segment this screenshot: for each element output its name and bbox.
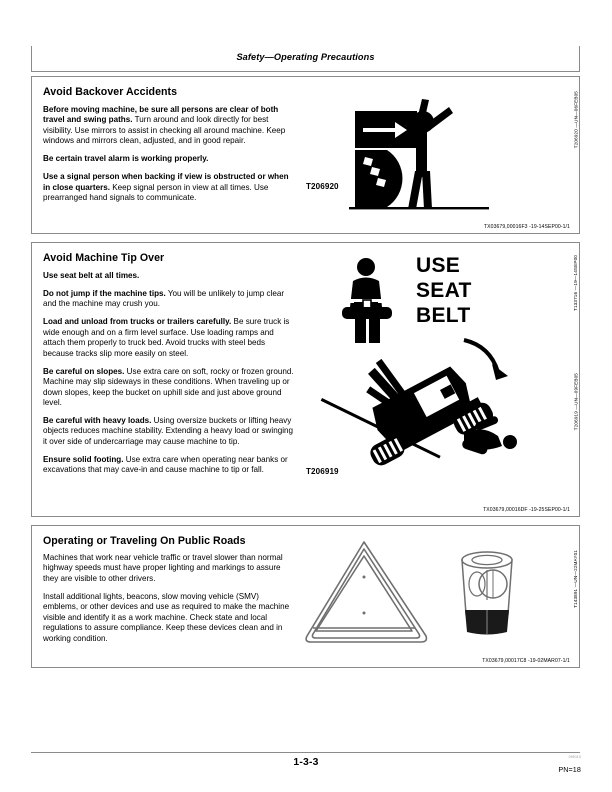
footer-date-code: 090110 [568, 755, 581, 759]
footer-pn: PN=18 [558, 765, 581, 774]
paragraph-lead: Ensure solid footing. [43, 454, 124, 464]
paragraph [43, 367, 295, 409]
figure-side-label: T143891 —UN—22MAY01 [573, 550, 578, 608]
paragraph-body: Use extra care when operating near banks or excavations that may cave-in and cause machine to tip or fall. [43, 454, 288, 475]
paragraph-lead: Be careful on slopes. [43, 366, 125, 376]
paragraph-lead: Before moving machine, be sure all persons are clear of both travel and swing paths. [43, 105, 279, 125]
figure-caption: TX03679,00016DF -19-25SEP00-1/1 [483, 507, 570, 513]
section-heading: Operating or Traveling On Public Roads [43, 535, 246, 547]
paragraph-body: Keep signal person in view at all times. Use prearranged hand signals to communicate. [43, 182, 269, 203]
paragraph [43, 455, 295, 476]
section-heading: Avoid Backover Accidents [43, 86, 178, 98]
figure-side-label: T206920 —UN—06FEB05 [573, 91, 578, 149]
figure-caption: TX03679,00017C8 -19-02MAR07-1/1 [482, 658, 570, 664]
paragraph [43, 172, 295, 203]
paragraph-body: Be sure truck is wide enough and on a firm level surface. Use loading ramps and attach them properly to truck bed. Avoid trucks with steel beds because tracks slip more easily on steel. [43, 317, 290, 358]
beacon-light-icon [446, 540, 528, 640]
paragraph [43, 271, 295, 281]
seat-belt-text-block [416, 253, 528, 328]
figure-id-label: T206919 [306, 467, 339, 476]
paragraph-lead: Load and unload from trucks or trailers carefully. [43, 317, 232, 327]
paragraph [43, 553, 295, 584]
section-heading: Avoid Machine Tip Over [43, 252, 165, 264]
paragraph [43, 289, 295, 310]
paragraph [43, 592, 295, 644]
figure-id-label: T206920 [306, 182, 339, 191]
section-avoid-backover-accidents [31, 76, 580, 234]
tipping-machine-pictogram [314, 338, 544, 466]
paragraph-body: Machines that work near vehicle traffic or travel slower than normal highway speeds must have proper lighting and markings to assure they are visible to other drivers. [43, 553, 283, 583]
paragraph [43, 416, 295, 447]
paragraph-lead: Be careful with heavy loads. [43, 415, 152, 425]
figure-side-label-top: T133716 —19—14SEP00 [573, 255, 578, 311]
running-header [31, 46, 580, 72]
paragraph-body: Use extra care on soft, rocky or frozen ground. Machine may slip sideways in these conditions. When traveling up or down slopes, keep the bucket on uphill side and just above ground level. [43, 366, 294, 408]
paragraph-lead: Do not jump if the machine tips. [43, 288, 166, 298]
seat-belt-line-2: SEAT [416, 279, 472, 302]
paragraph [43, 105, 295, 147]
smv-emblem-icon [304, 536, 432, 648]
paragraph [43, 154, 295, 164]
seat-belt-line-1: USE [416, 254, 461, 277]
section-body-text [43, 271, 295, 476]
paragraph-body: You will be unlikely to jump clear and the machine may crush you. [43, 288, 285, 309]
page-number: 1-3-3 [293, 757, 319, 768]
footer-divider [31, 752, 580, 753]
backover-warning-pictogram [343, 91, 493, 221]
section-operating-on-public-roads [31, 525, 580, 668]
paragraph-lead: Be certain travel alarm is working properly. [43, 154, 209, 164]
figure-caption: TX03679,00016F3 -19-14SEP00-1/1 [483, 224, 570, 230]
paragraph-body: Using oversize buckets or lifting heavy objects reduces machine stability. Extending a heavy load or swinging it over side of undercarriage may cause machine to tip. [43, 415, 293, 446]
figure-area [296, 77, 579, 233]
paragraph-lead: Use a signal person when backing if view is obstructed or when in close quarters. [43, 172, 289, 192]
paragraph-body: Turn around and look directly for best visibility. Use mirrors to assist in checking all around machine. Keep windows and mirrors clean, adjusted, and in good repair. [43, 115, 286, 146]
paragraph-lead: Use seat belt at all times. [43, 271, 140, 280]
figure-area [296, 526, 579, 667]
seat-belt-pictogram [336, 255, 406, 343]
section-body-text [43, 105, 295, 204]
header-title: Safety—Operating Precautions [236, 52, 375, 62]
section-avoid-machine-tip-over [31, 242, 580, 517]
paragraph [43, 317, 295, 359]
seat-belt-line-3: BELT [416, 304, 471, 327]
figure-side-label-bottom: T206919 —UN—09FEB05 [573, 373, 578, 431]
figure-area [296, 243, 579, 516]
paragraph-body: Install additional lights, beacons, slow moving vehicle (SMV) emblems, or other devices and use as required to make the machine visible and identify it as a work machine. Check state and local regulations to assure compliance. Keep these devices clean and in working condition. [43, 591, 290, 643]
section-body-text [43, 553, 295, 644]
